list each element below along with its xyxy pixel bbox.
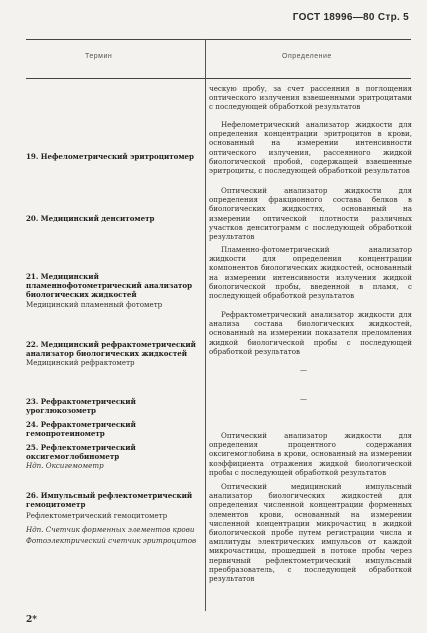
table-top-rule [26, 39, 411, 40]
definition-24-dash: — [300, 395, 307, 403]
page-number: 2* [26, 615, 37, 625]
definition-21: Пламенно-фотометрический анализатор жидкости для определения концентрации компонентов биологических жидкостей, основанный на измерении интенсивности излучения жидкой биологической пробы, введенной в пламя, с последующей обработкой результатов [209, 245, 412, 301]
definition-23-dash: — [300, 366, 307, 374]
term-22-synonym: Медицинский рефрактометр [26, 358, 135, 368]
definition-continuation: ческую пробу, за счет рассеяния в поглощения оптического излучения взвешенными эритроцитами с последующей обработкой результатов [209, 84, 412, 112]
term-26-synonym: Рефлектометрический гемоцитометр [26, 511, 168, 521]
definition-25: Оптический анализатор жидкости для определения процентного содержания оксигемоглобина в крови, основанный на измерении коэффициента отражения жидкой биологической пробы с последующей обработкой результатов [209, 431, 412, 477]
term-22: 22. Медицинский рефрактометрический анализатор биологических жидкостей Медицинский рефрактометр [26, 340, 202, 368]
term-23: 23. Рефрактометрический урoглюкозометр [26, 397, 136, 416]
term-24: 24. Рефрактометрический гемопротеинометр [26, 420, 136, 439]
column-divider [205, 39, 206, 611]
column-header-term: Термин [85, 53, 113, 60]
term-26-deprecated: Ндп. Счетчик форменных элементов крови [26, 524, 195, 534]
term-25: 25. Рефлектометрический оксигемоглобинометр Ндп. Оксигемометр [26, 443, 202, 471]
term-26: 26. Импульсный рефлектометрический гемоцитометр Рефлектометрический гемоцитометр Ндп. Счетчик форменных элементов крови Фотоэлектрический счетчик эритроцитов [26, 491, 202, 545]
term-21: 21. Медицинский пламеннофотометрический анализатор биологических жидкостей Медицинский пламенный фотометр [26, 272, 202, 309]
term-26-deprecated-2: Фотоэлектрический счетчик эритроцитов [26, 535, 197, 545]
definition-20: Оптический анализатор жидкости для определения фракционного состава белков в биологических жидкостях, основанный на измерении оптической плотности различных участков денситограмм с последующей обработкой результатов [209, 186, 412, 242]
term-19: 19. Нефелометрический эритроцитомер [26, 152, 194, 161]
definition-22: Рефрактометрический анализатор жидкости для анализа состава биологических жидкостей, основанный на измерении показателя преломления жидкой биологической пробы с последующей обработкой результатов [209, 310, 412, 356]
term-21-synonym: Медицинский пламенный фотометр [26, 299, 163, 309]
page-header: ГОСТ 18996—80 Стр. 5 [292, 12, 409, 23]
term-25-deprecated: Ндп. Оксигемометр [26, 461, 104, 471]
column-header-definition: Определение [282, 53, 332, 60]
definition-19: Нефелометрический анализатор жидкости для определения концентрации эритроцитов в крови, основанный на измерении интенсивности оптического излучения, рассеянного жидкой биологической пробой, содержащей взвешенные эритроциты, с последующей обработкой результатов [209, 120, 412, 176]
table-header-rule [26, 78, 411, 79]
term-20: 20. Медицинский денситометр [26, 214, 155, 223]
definition-26: Оптический медицинский импульсный анализатор биологических жидкостей для определения численной концентрации форменных элементов крови, основанный на измерении численной концентрации микрочастиц в жидкой биологической пробе путем регистрации числа и амплитуды электрических импульсов от каждой микрочастицы, прошедшей в потоке пробы через первичный рефлектометрический импульсный преобразователь, с последующей обработкой результатов [209, 482, 412, 584]
